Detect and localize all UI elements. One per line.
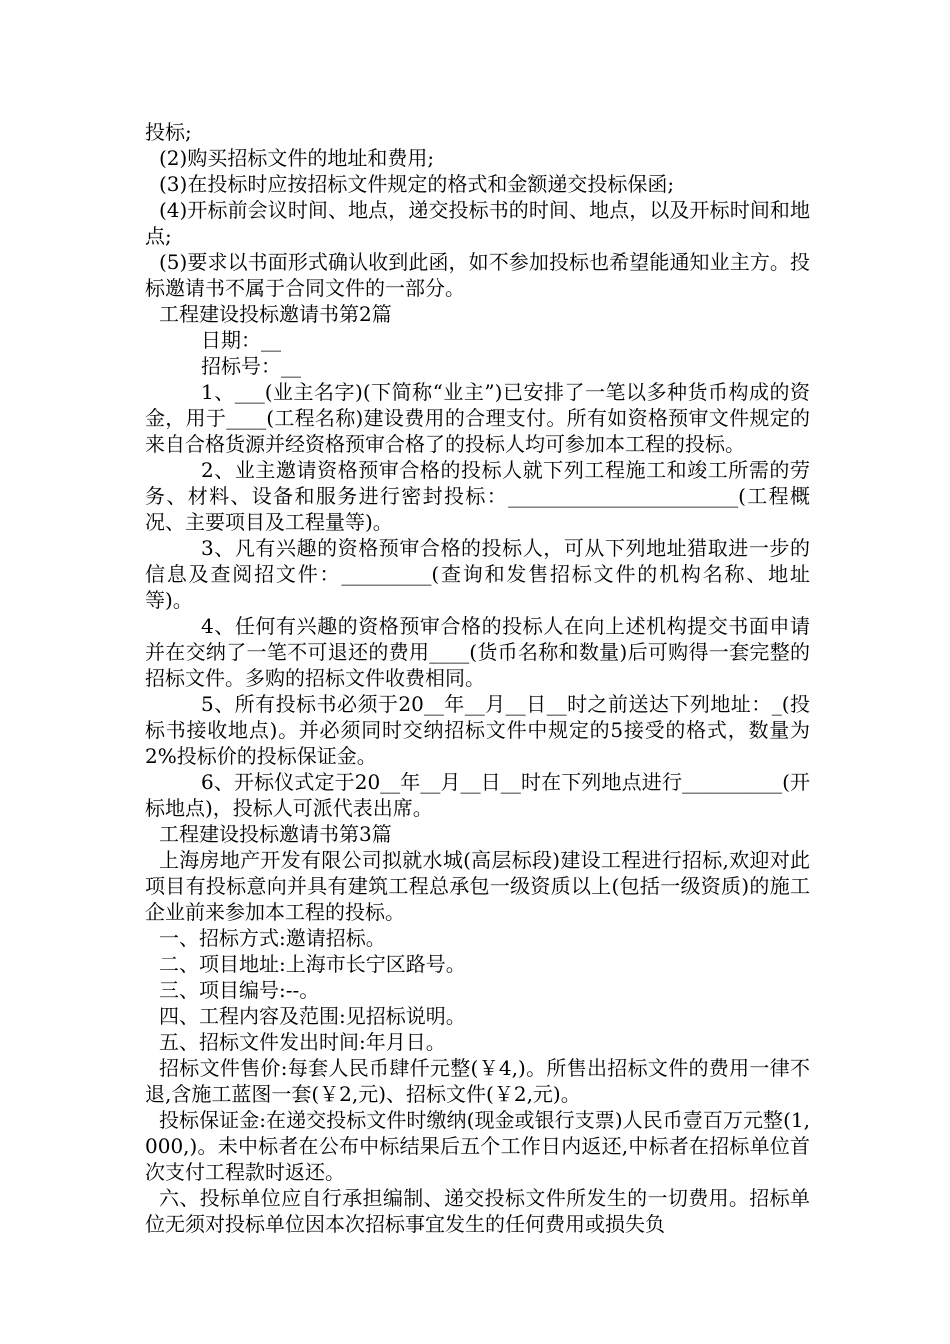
date-line: 日期：__	[201, 328, 281, 352]
paragraph-1: 投标;	[145, 120, 192, 144]
paragraph-item-5: 5、所有投标书必须于20__年__月__日__时之前送达下列地址：_(投标书接收地点)。并必须同时交纳招标文件中规定的5接受的格式，数量为2%投标价的投标保证金。	[145, 692, 810, 768]
list-item-method: 一、招标方式:邀请招标。	[159, 926, 386, 950]
paragraph-intro-3: 上海房地产开发有限公司拟就水城(高层标段)建设工程进行招标,欢迎对此项目有投标意向并具有建筑工程总承包一级资质以上(包括一级资质)的施工企业前来参加本工程的投标。	[145, 848, 810, 924]
paragraph-3: (3)在投标时应按招标文件规定的格式和金额递交投标保函;	[159, 172, 675, 196]
paragraph-item-1: 1、___(业主名字)(下简称“业主”)已安排了一笔以多种货币构成的资金，用于____(工程名称)建设费用的合理支付。所有如资格预审文件规定的来自合格货源并经资格预审合格了的投标人均可参加本工程的投标。	[145, 380, 810, 456]
section-title-3: 工程建设投标邀请书第3篇	[159, 822, 392, 846]
paragraph-item-6: 6、开标仪式定于20__年__月__日__时在下列地点进行__________(开标地点)，投标人可派代表出席。	[145, 770, 810, 820]
document-body	[145, 119, 810, 1237]
list-item-scope: 四、工程内容及范围:见招标说明。	[159, 1004, 466, 1028]
section-title-2: 工程建设投标邀请书第2篇	[159, 302, 392, 326]
paragraph-4: (4)开标前会议时间、地点，递交投标书的时间、地点，以及开标时间和地点;	[145, 198, 810, 248]
tender-number-line: 招标号：__	[201, 354, 301, 378]
paragraph-item-3: 3、凡有兴趣的资格预审合格的投标人，可从下列地址猎取进一步的信息及查阅招文件：_________(查询和发售招标文件的机构名称、地址等)。	[145, 536, 810, 612]
paragraph-item-4: 4、任何有兴趣的资格预审合格的投标人在向上述机构提交书面申请并在交纳了一笔不可退还的费用____(货币名称和数量)后可购得一套完整的招标文件。多购的招标文件收费相同。	[145, 614, 810, 690]
paragraph-price: 招标文件售价:每套人民币肆仟元整(￥4,)。所售出招标文件的费用一律不退,含施工蓝图一套(￥2,元)、招标文件(￥2,元)。	[145, 1056, 810, 1106]
list-item-number: 三、项目编号:--。	[159, 978, 320, 1002]
paragraph-5: (5)要求以书面形式确认收到此函，如不参加投标也希望能通知业主方。投标邀请书不属于合同文件的一部分。	[145, 250, 810, 300]
list-item-address: 二、项目地址:上海市长宁区路号。	[159, 952, 466, 976]
paragraph-deposit: 投标保证金:在递交投标文件时缴纳(现金或银行支票)人民币壹百万元整(1,000,)。未中标者在公布中标结果后五个工作日内返还,中标者在招标单位首次支付工程款时返还。	[145, 1108, 810, 1184]
paragraph-costs: 六、投标单位应自行承担编制、递交投标文件所发生的一切费用。招标单位无须对投标单位因本次招标事宜发生的任何费用或损失负	[145, 1186, 810, 1236]
paragraph-2: (2)购买招标文件的地址和费用;	[159, 146, 435, 170]
list-item-issue-time: 五、招标文件发出时间:年月日。	[159, 1030, 446, 1054]
paragraph-item-2: 2、业主邀请资格预审合格的投标人就下列工程施工和竣工所需的劳务、材料、设备和服务进行密封投标：_______________________(工程概况、主要项目及工程量等)。	[145, 458, 810, 534]
